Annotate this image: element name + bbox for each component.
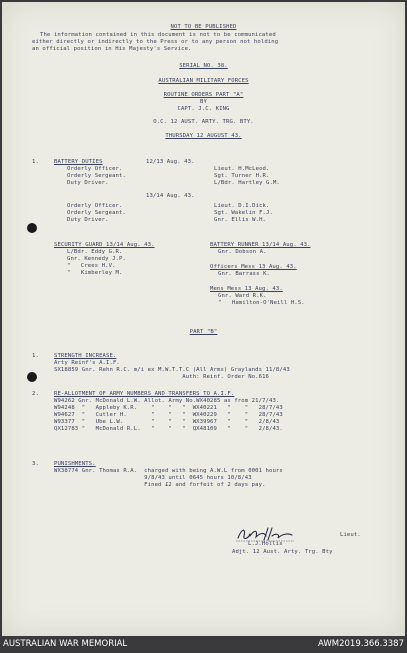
guard-name: Gnr. Kennedy J.P. [67,256,126,262]
notice-line: The information contained in this document is not to be communicated [40,32,276,38]
duty-role: Orderly Officer. [67,166,123,172]
transfer-row: W94248 " Appleby K.R. " " " WX40221 " " 28/7/43 [54,405,283,411]
duty-name: L/Bdr. Hartley G.M. [214,180,280,186]
part-b-title: PART "B" [189,329,218,335]
duty-date: 13/14 Aug. 43. [146,193,195,199]
duty-name: Lieut. D.I.Dick. [214,203,270,209]
section-line: Auth: Reinf. Order No.616 [54,374,269,380]
transfer-row: W94262 Gnr. McDonald L.W. Allot. Army No.WX40285 as from 21/7/43. [54,398,280,404]
duty-role: Orderly Officer. [67,203,123,209]
punishment-line: Fined £2 and forfeit of 2 days pay. [54,482,266,488]
guard-name: L/Bdr. Eddy G.R. [67,249,123,255]
section-number: 1. [32,159,39,165]
guard-name: " Crees H.V. [67,263,116,269]
serial-number: SERIAL NO. 38. [179,63,228,69]
punch-hole [27,223,37,233]
duty-name: Sgt. Turner H.R. [214,173,270,179]
section-title: RE-ALLOTMENT OF ARMY NUMBERS AND TRANSFERS TO A.I.F. [54,391,235,397]
section-title: BATTERY DUTIES [54,159,103,165]
force-name: AUSTRALIAN MILITARY FORCES [158,78,249,84]
unit-name: O.C. 12 AUST. ARTY. TRG. BTY. [153,119,254,125]
signature-rank: Lieut. [340,532,361,538]
section-number: 2. [32,391,39,397]
section-number: 3. [32,461,39,467]
transfer-row: QX12783 " McDonald R.L. " " " QX48109 " " 2/8/43. [54,426,283,432]
punishment-line: WX38774 Gnr. Thomas R.A. charged with being A.W.L from 0001 hours [54,468,283,474]
footer-institution: AUSTRALIAN WAR MEMORIAL [3,639,128,649]
transfer-row: W93377 " Ube L.W. " " " WX39967 " " 2/8/43 [54,419,280,425]
punch-hole [27,372,37,382]
restriction-heading: NOT TO BE PUBLISHED [170,24,237,30]
duty-date: 12/13 Aug. 43. [146,159,195,165]
section-line: SX18859 Gnr. Rehn R.C. m/i ex M.W.T.T.C (All Arms) Graylands 11/8/43 [54,367,290,373]
duty-name: Sgt. Wakelin F.J. [214,210,273,216]
orders-title: ROUTINE ORDERS PART "A" [163,92,244,98]
order-date: THURSDAY 12 AUGUST 43. [165,133,242,139]
mens-mess-title: Mens Mess 13 Aug. 43. [210,286,283,292]
punishment-line: 9/8/43 until 0645 hours 10/8/43 [54,475,252,481]
section-number: 1. [32,353,39,359]
signature-appointment: Adjt. 12 Aust. Arty. Trg. Bty [232,549,333,555]
duty-role: Duty Driver. [67,217,109,223]
document-page [2,2,405,636]
notice-line: an official position in His Majesty's Service. [32,46,192,52]
signature-name: L.J.Hollis [248,541,283,547]
notice-line: either directly or indirectly to the Press or to any person not holding [32,39,279,45]
mens-mess-name: Gnr. Ward R.K. [218,293,267,299]
officers-mess-title: Officers Mess 13 Aug. 43. [210,264,297,270]
footer-accession-number: AWM2019.366.3387 [318,639,404,649]
security-guard-title: SECURITY GUARD 13/14 Aug. 43. [54,242,155,248]
guard-name: " Kimberley M. [67,270,123,276]
duty-role: Duty Driver. [67,180,109,186]
runner-name: Gnr. Dobson A. [218,249,267,255]
duty-role: Orderly Sergeant. [67,173,126,179]
duty-name: Gnr. Ellis W.H. [214,217,267,223]
section-title: PUNISHMENTS. [54,461,96,467]
section-line: Arty Reinf's A.I.F. [54,360,120,366]
duty-name: Lieut. H.McLeod. [214,166,270,172]
by-line: BY [200,99,207,105]
transfer-row: W94627 " Cutler H. " " " WX40229 " " 28/7/43 [54,412,283,418]
mens-mess-name: " Hamilton-O'Neill H.S. [218,300,305,306]
duty-role: Orderly Sergeant. [67,210,126,216]
battery-runner-title: BATTERY RUNNER 13/14 Aug. 43. [210,242,311,248]
officer-name: CAPT. J.C. KING [177,106,230,112]
officers-mess-name: Gnr. Barrass K. [218,271,271,277]
section-title: STRENGTH INCREASE. [54,353,117,359]
